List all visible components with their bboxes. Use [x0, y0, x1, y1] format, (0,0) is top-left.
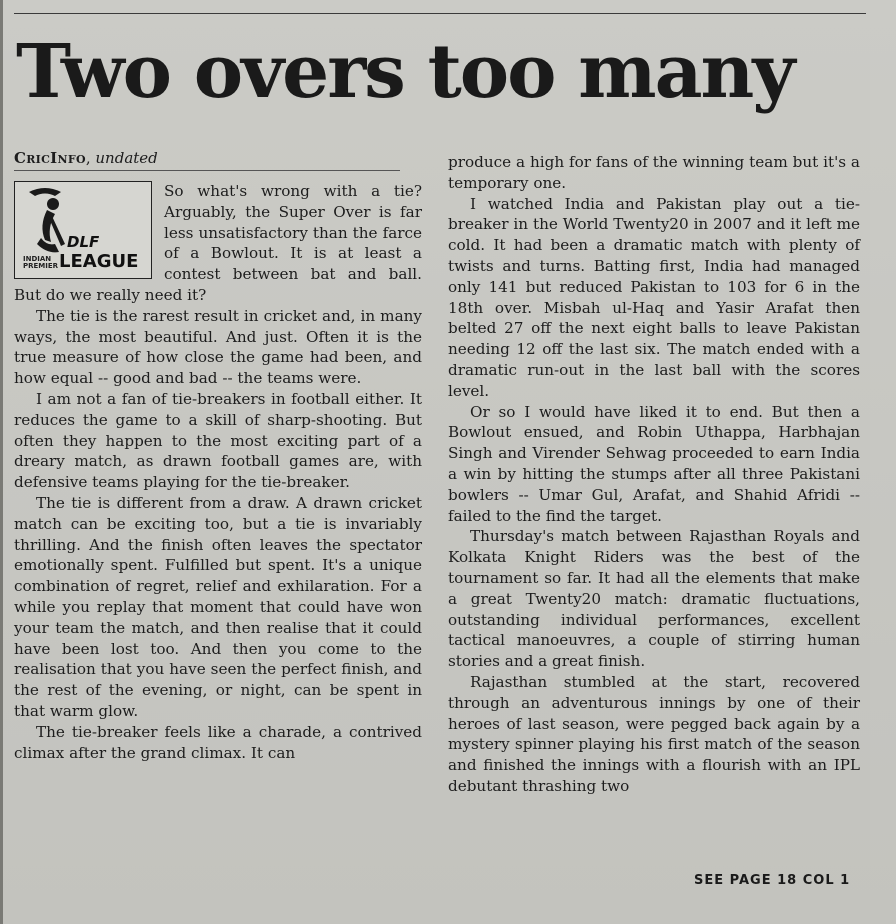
byline-source: CricInfo: [14, 149, 86, 167]
continuation-ref: SEE PAGE 18 COL 1: [694, 873, 851, 888]
ipl-logo: [14, 181, 152, 279]
paragraph: So what's wrong with a tie? Arguably, the Super Over is far less unsatisfactory than the farce of a Bowlout. It is at least a contest between bat and ball. But do we really need it?: [14, 182, 422, 304]
paragraph: The tie-breaker feels like a charade, a contrived climax after the grand climax. It can: [14, 722, 422, 762]
paragraph: Or so I would have liked it to end. But then a Bowlout ensued, and Robin Uthappa, Harbhajan Singh and Virender Sehwag proceeded to earn India a win by hitting the stumps after all three Pakistani bowlers -- Umar Gul, Arafat, and Shahid Afridi -- failed to the find the target.: [448, 402, 860, 525]
page-edge: [0, 0, 3, 924]
logo-small-text: INDIAN PREMIER: [23, 255, 59, 270]
paragraph: Thursday's match between Rajasthan Royals and Kolkata Knight Riders was the best of the tournament so far. It had all the elements that make a great Twenty20 match: dramatic fluctuations, outstanding individual performances, excellent tactical manoeuvres, a couple of stirring human stories and a great finish.: [448, 527, 860, 671]
column-divider: [434, 150, 435, 890]
paragraph: produce a high for fans of the winning team but it's a temporary one.: [448, 153, 860, 192]
headline: Two overs too many: [16, 29, 794, 115]
right-column: [448, 152, 860, 797]
left-column: [14, 148, 422, 763]
byline-date: undated: [95, 149, 158, 167]
byline: CricInfo, undated: [14, 148, 400, 171]
paragraph: I am not a fan of tie-breakers in football either. It reduces the game to a skill of sharp-shooting. But often they happen to the most exciting part of a dreary match, as drawn football games are, with defensive teams playing for the tie-breaker.: [14, 389, 422, 492]
paragraph: The tie is different from a draw. A drawn cricket match can be exciting too, but a tie is invariably thrilling. And the finish often leaves the spectator emotionally spent. Fulfilled but spent. It's a unique combination of regret, relief and exhilaration. For a while you replay that moment that could have won your team the match, and then realise that it could have been lost too. And then you come to the realisation that you have seen the perfect finish, and the rest of the evening, or night, can be spent in that warm glow.: [14, 493, 422, 720]
logo-brand: DLF: [67, 233, 100, 251]
paragraph: The tie is the rarest result in cricket and, in many ways, the most beautiful. And just. Often it is the true measure of how close the game had been, and how equal -- good and bad -- the teams were.: [14, 306, 422, 388]
paragraph: I watched India and Pakistan play out a tie-breaker in the World Twenty20 in 2007 and it left me cold. It had been a dramatic match with plenty of twists and turns. Batting first, India had managed only 141 but reduced Pakistan to 103 for 6 in the 18th over. Misbah ul-Haq and Yasir Arafat then belted 27 off the next eight balls to leave Pakistan needing 12 off the last six. The match ended with a dramatic run-out in the last ball with the scores level.: [448, 194, 860, 400]
paragraph: Rajasthan stumbled at the start, recovered through an adventurous innings by one of their heroes of last season, were pegged back again by a mystery spinner playing his first match of the season and finished the innings with a flourish with an IPL debutant thrashing two: [448, 672, 860, 795]
top-rule: [14, 13, 866, 14]
logo-league: LEAGUE: [59, 251, 139, 272]
